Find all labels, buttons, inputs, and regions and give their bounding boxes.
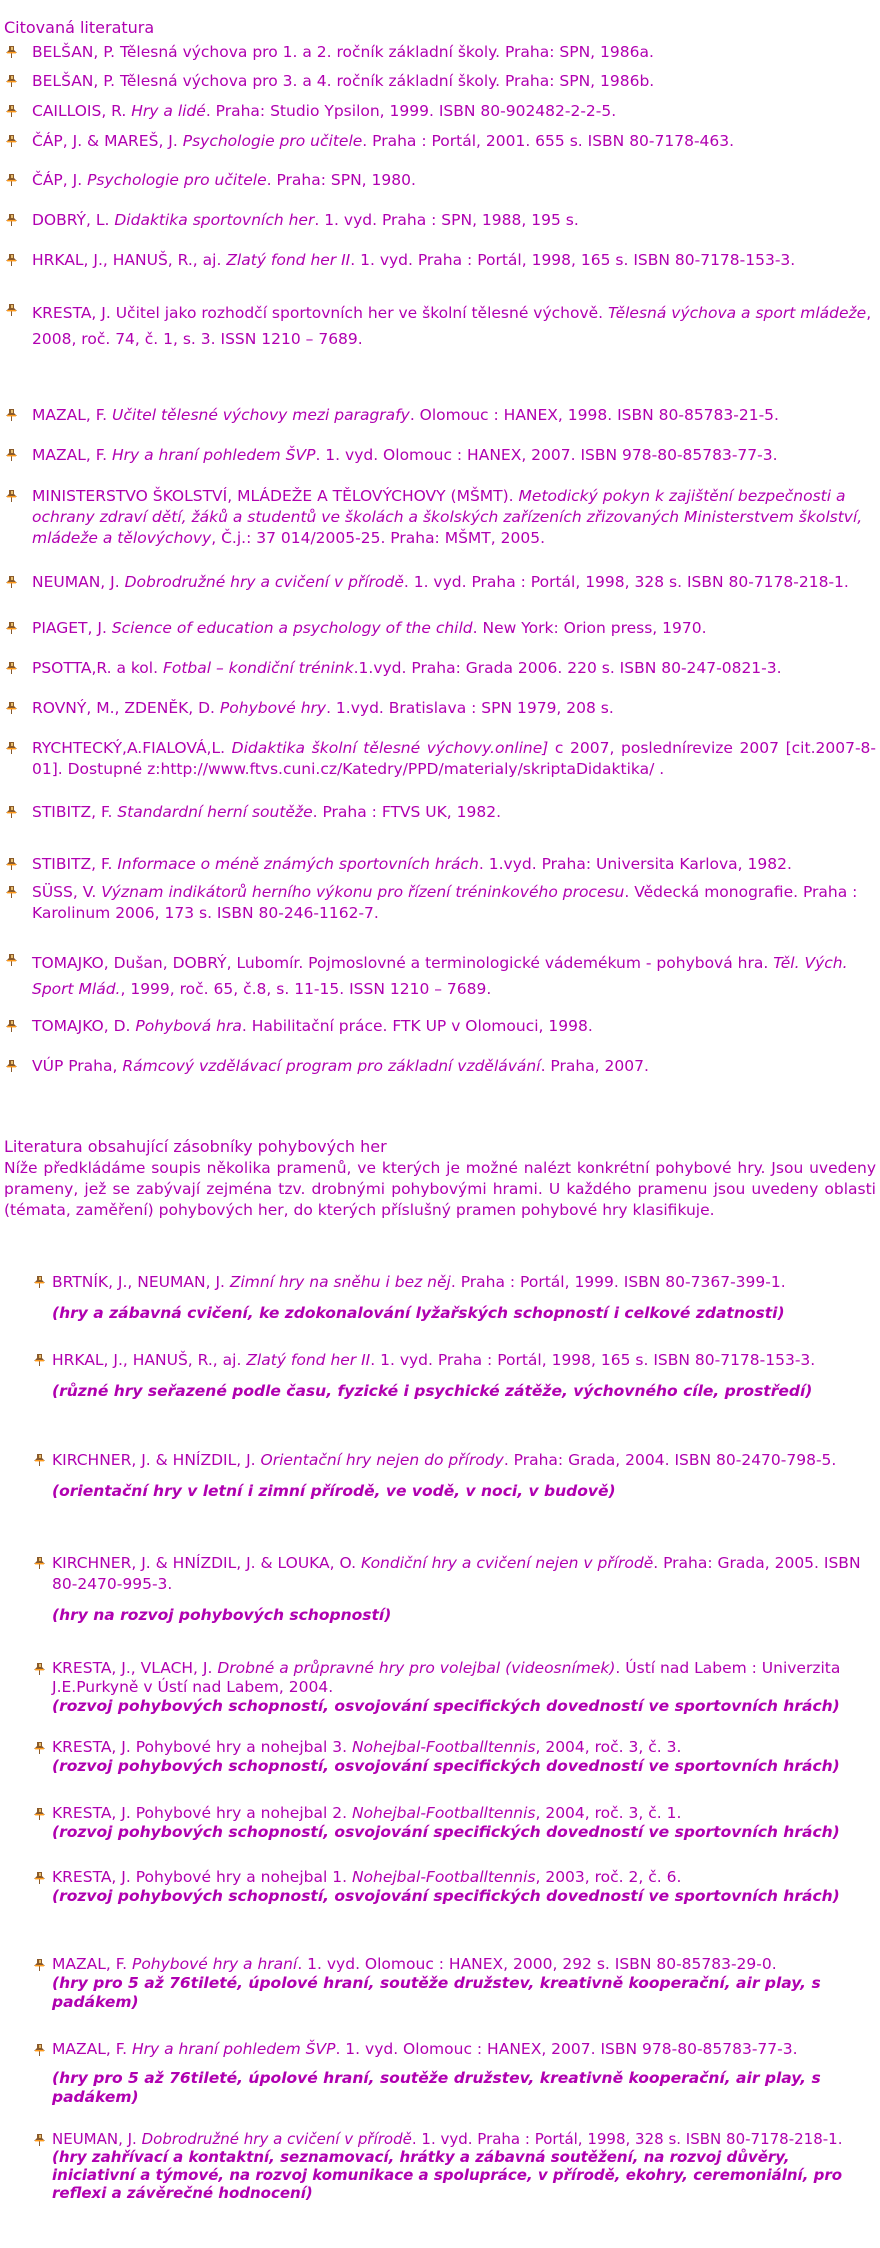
citation: KIRCHNER, J. & HNÍZDIL, J. & LOUKA, O. Kondiční hry a cvičení nejen v přírodě. Praha: Grada, 2005. ISBN 80-2470-995-3. (hry na rozvoj pohybových schopností)	[52, 1553, 876, 1626]
citation: TOMAJKO, Dušan, DOBRÝ, Lubomír. Pojmoslovné a terminologické vádemékum - pohybová hra. Těl. Vých. Sport Mlád., 1999, roč. 65, č.8, s. 11-15. ISSN 1210 – 7689.	[32, 954, 848, 998]
pushpin-bullet-icon	[4, 448, 20, 464]
citation: BELŠAN, P. Tělesná výchova pro 3. a 4. ročník základní školy. Praha: SPN, 1986b.	[32, 72, 655, 90]
pushpin-bullet-icon	[4, 74, 20, 90]
pushpin-bullet-icon	[4, 953, 20, 969]
citation: MAZAL, F. Učitel tělesné výchovy mezi paragrafy. Olomouc : HANEX, 1998. ISBN 80-85783-21-5.	[32, 406, 779, 424]
classification-note: (orientační hry v letní i zimní přírodě, ve vodě, v noci, v budově)	[52, 1482, 616, 1500]
pushpin-bullet-icon	[4, 805, 20, 821]
citation: ROVNÝ, M., ZDENĚK, D. Pohybové hry. 1.vyd. Bratislava : SPN 1979, 208 s.	[32, 699, 614, 717]
pushpin-bullet-icon	[4, 489, 20, 505]
citation: KRESTA, J., VLACH, J. Drobné a průpravné hry pro volejbal (videosnímek). Ústí nad Labem : Univerzita J.E.Purkyně v Ústí nad Labem, 2004. (rozvoj pohybových schopností, osvojování specifických dovedností ve sportovních hrách)	[52, 1659, 876, 1716]
classification-note: (rozvoj pohybových schopností, osvojování specifických dovedností ve sportovních hrách)	[52, 1823, 840, 1841]
pushpin-bullet-icon	[4, 857, 20, 873]
pushpin-bullet-icon	[4, 134, 20, 150]
pushpin-bullet-icon	[32, 1871, 48, 1887]
citation: ČÁP, J. Psychologie pro učitele. Praha: SPN, 1980.	[32, 171, 416, 189]
citation: MINISTERSTVO ŠKOLSTVÍ, MLÁDEŽE A TĚLOVÝCHOVY (MŠMT). Metodický pokyn k zajištění bezpečnosti a ochrany zdraví dětí, žáků a studentů ve školách a školských zařízeních zřizovaných Ministerstvem školství, mládeže a tělovýchovy, Č.j.: 37 014/2005-25. Praha: MŠMT, 2005.	[32, 487, 863, 547]
citation: MAZAL, F. Hry a hraní pohledem ŠVP. 1. vyd. Olomouc : HANEX, 2007. ISBN 978-80-85783-77-3. (hry pro 5 až 76tileté, úpolové hraní, soutěže družstev, kreativně kooperační, air play, s padákem)	[52, 2040, 876, 2107]
pushpin-bullet-icon	[4, 741, 20, 757]
pushpin-bullet-icon	[4, 661, 20, 677]
citation: RYCHTECKÝ,A.FIALOVÁ,L. Didaktika školní tělesné výchovy.online] c 2007, poslednírevize 2007 [cit.2007-8-01]. Dostupné z:http://www.ftvs.cuni.cz/Katedry/PPD/materialy/skriptaDidaktika/ .	[32, 739, 876, 778]
pushpin-bullet-icon	[32, 1741, 48, 1757]
intro-paragraph: Níže předkládáme soupis několika pramenů, ve kterých je možné nalézt konkrétní pohybové hry. Jsou uvedeny prameny, jež se zabývají zejména tzv. drobnými pohybovými hrami. U každého pramenu jsou uvedeny oblasti (témata, zaměření) pohybových her, do kterých příslušný pramen pohybové hry klasifikuje.	[4, 1159, 876, 1219]
citation: MAZAL, F. Hry a hraní pohledem ŠVP. 1. vyd. Olomouc : HANEX, 2007. ISBN 978-80-85783-77-3.	[32, 446, 778, 464]
classification-note: (rozvoj pohybových schopností, osvojování specifických dovedností ve sportovních hrách)	[52, 1697, 840, 1715]
classification-note: (hry zahřívací a kontaktní, seznamovací, hrátky a zábavná soutěžení, na rozvoj důvěry, iniciativní a týmové, na rozvoj komunikace a spolupráce, v přírodě, ekohry, ceremoniální, pro reflexi a závěrečné hodnocení)	[52, 2148, 843, 2202]
citation: MAZAL, F. Pohybové hry a hraní. 1. vyd. Olomouc : HANEX, 2000, 292 s. ISBN 80-85783-29-0. (hry pro 5 až 76tileté, úpolové hraní, soutěže družstev, kreativně kooperační, air play, s padákem)	[52, 1955, 876, 2012]
heading-game-collections: Literatura obsahující zásobníky pohybových her	[4, 1137, 387, 1156]
citation: PIAGET, J. Science of education a psychology of the child. New York: Orion press, 1970.	[32, 619, 707, 637]
citation: VÚP Praha, Rámcový vzdělávací program pro základní vzdělávání. Praha, 2007.	[32, 1057, 649, 1075]
pushpin-bullet-icon	[32, 1353, 48, 1369]
pushpin-bullet-icon	[4, 701, 20, 717]
classification-note: (hry na rozvoj pohybových schopností)	[52, 1606, 392, 1624]
classification-note: (rozvoj pohybových schopností, osvojování specifických dovedností ve sportovních hrách)	[52, 1887, 840, 1905]
citation: CAILLOIS, R. Hry a lidé. Praha: Studio Ypsilon, 1999. ISBN 80-902482-2-2-5.	[32, 102, 617, 120]
pushpin-bullet-icon	[32, 1275, 48, 1291]
pushpin-bullet-icon	[4, 621, 20, 637]
citation: STIBITZ, F. Informace o méně známých sportovních hrách. 1.vyd. Praha: Universita Karlova, 1982.	[32, 855, 792, 873]
pushpin-bullet-icon	[32, 1807, 48, 1823]
pushpin-bullet-icon	[4, 408, 20, 424]
pushpin-bullet-icon	[32, 1958, 48, 1974]
citation: TOMAJKO, D. Pohybová hra. Habilitační práce. FTK UP v Olomouci, 1998.	[32, 1017, 593, 1035]
citation: KRESTA, J. Pohybové hry a nohejbal 3. Nohejbal-Footballtennis, 2004, roč. 3, č. 3. (rozvoj pohybových schopností, osvojování specifických dovedností ve sportovních hrách)	[52, 1738, 876, 1776]
citation: KIRCHNER, J. & HNÍZDIL, J. Orientační hry nejen do přírody. Praha: Grada, 2004. ISBN 80-2470-798-5. (orientační hry v letní i zimní přírodě, ve vodě, v noci, v budově)	[52, 1450, 876, 1502]
classification-note: (hry pro 5 až 76tileté, úpolové hraní, soutěže družstev, kreativně kooperační, air play, s padákem)	[52, 2069, 821, 2106]
citation: BELŠAN, P. Tělesná výchova pro 1. a 2. ročník základní školy. Praha: SPN, 1986a.	[32, 43, 654, 61]
citation: NEUMAN, J. Dobrodružné hry a cvičení v přírodě. 1. vyd. Praha : Portál, 1998, 328 s. ISBN 80-7178-218-1. (hry zahřívací a kontaktní, seznamovací, hrátky a zábavná soutěžení, na rozvoj důvěry, iniciativní a týmové, na rozvoj komunikace a spolupráce, v přírodě, ekohry, ceremoniální, pro reflexi a závěrečné hodnocení)	[52, 2130, 876, 2202]
citation: BRTNÍK, J., NEUMAN, J. Zimní hry na sněhu i bez něj. Praha : Portál, 1999. ISBN 80-7367-399-1. (hry a zábavná cvičení, ke zdokonalování lyžařských schopností i celkové zdatnosti)	[52, 1272, 876, 1324]
citation: STIBITZ, F. Standardní herní soutěže. Praha : FTVS UK, 1982.	[32, 803, 502, 821]
classification-note: (různé hry seřazené podle času, fyzické i psychické zátěže, výchovného cíle, prostředí)	[52, 1382, 813, 1400]
pushpin-bullet-icon	[4, 213, 20, 229]
pushpin-bullet-icon	[4, 45, 20, 61]
citation: PSOTTA,R. a kol. Fotbal – kondiční trénink.1.vyd. Praha: Grada 2006. 220 s. ISBN 80-247-0821-3.	[32, 659, 782, 677]
citation: NEUMAN, J. Dobrodružné hry a cvičení v přírodě. 1. vyd. Praha : Portál, 1998, 328 s. ISBN 80-7178-218-1.	[32, 573, 849, 591]
citation: SÜSS, V. Význam indikátorů herního výkonu pro řízení tréninkového procesu. Vědecká monografie. Praha : Karolinum 2006, 173 s. ISBN 80-246-1162-7.	[32, 883, 858, 922]
pushpin-bullet-icon	[4, 1019, 20, 1035]
pushpin-bullet-icon	[4, 173, 20, 189]
citation: DOBRÝ, L. Didaktika sportovních her. 1. vyd. Praha : SPN, 1988, 195 s.	[32, 211, 579, 229]
pushpin-bullet-icon	[32, 2043, 48, 2059]
pushpin-bullet-icon	[32, 1453, 48, 1469]
pushpin-bullet-icon	[4, 575, 20, 591]
pushpin-bullet-icon	[32, 2133, 48, 2149]
citation: HRKAL, J., HANUŠ, R., aj. Zlatý fond her II. 1. vyd. Praha : Portál, 1998, 165 s. ISBN 80-7178-153-3.	[32, 251, 796, 269]
pushpin-bullet-icon	[32, 1662, 48, 1678]
pushpin-bullet-icon	[4, 885, 20, 901]
pushpin-bullet-icon	[4, 1059, 20, 1075]
heading-cited-literature: Citovaná literatura	[4, 18, 155, 37]
citation: ČÁP, J. & MAREŠ, J. Psychologie pro učitele. Praha : Portál, 2001. 655 s. ISBN 80-7178-463.	[32, 132, 735, 150]
pushpin-bullet-icon	[4, 253, 20, 269]
citation: KRESTA, J. Pohybové hry a nohejbal 1. Nohejbal-Footballtennis, 2003, roč. 2, č. 6. (rozvoj pohybových schopností, osvojování specifických dovedností ve sportovních hrách)	[52, 1868, 876, 1906]
classification-note: (hry a zábavná cvičení, ke zdokonalování lyžařských schopností i celkové zdatnosti)	[52, 1304, 785, 1322]
citation: KRESTA, J. Učitel jako rozhodčí sportovních her ve školní tělesné výchově. Tělesná výchova a sport mládeže, 2008, roč. 74, č. 1, s. 3. ISSN 1210 – 7689.	[32, 304, 872, 348]
citation: HRKAL, J., HANUŠ, R., aj. Zlatý fond her II. 1. vyd. Praha : Portál, 1998, 165 s. ISBN 80-7178-153-3. (různé hry seřazené podle času, fyzické i psychické zátěže, výchovného cíle, prostředí)	[52, 1350, 876, 1402]
classification-note: (hry pro 5 až 76tileté, úpolové hraní, soutěže družstev, kreativně kooperační, air play, s padákem)	[52, 1974, 821, 2011]
pushpin-bullet-icon	[32, 1556, 48, 1572]
pushpin-bullet-icon	[4, 303, 20, 319]
citation: KRESTA, J. Pohybové hry a nohejbal 2. Nohejbal-Footballtennis, 2004, roč. 3, č. 1. (rozvoj pohybových schopností, osvojování specifických dovedností ve sportovních hrách)	[52, 1804, 876, 1842]
classification-note: (rozvoj pohybových schopností, osvojování specifických dovedností ve sportovních hrách)	[52, 1757, 840, 1775]
pushpin-bullet-icon	[4, 104, 20, 120]
